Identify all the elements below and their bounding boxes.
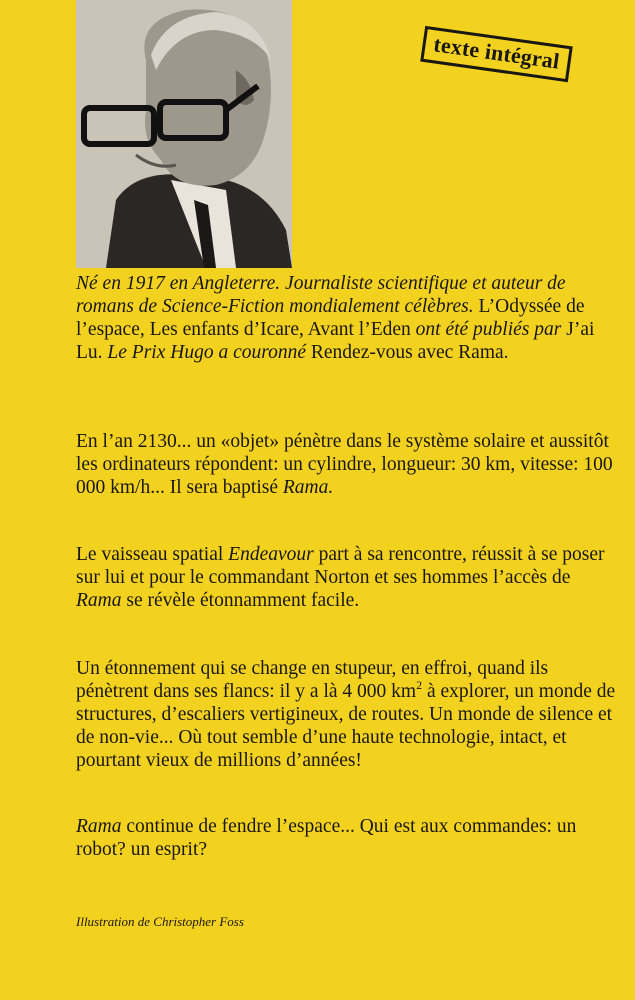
p2-text-e: se révèle étonnamment facile. [126, 590, 360, 611]
synopsis-paragraph-3 [76, 657, 616, 772]
illustration-credit: Illustration de Christopher Foss [76, 914, 244, 929]
p2-rama: Rama [76, 590, 122, 611]
bio-published-by: ont été publiés par [415, 319, 562, 340]
p1-rama: Rama. [282, 477, 334, 498]
bio-publisher: J’ai Lu. [76, 319, 595, 363]
p3-text-b: à explorer, un monde de structures, d’escaliers vertigineux, de routes. Un monde de silence et de non-vie... Où tout semble d’une haute technologie, intact, et pourtant vieux de millions d’années! [76, 681, 616, 771]
texte-integral-stamp [420, 26, 572, 83]
bio-intro: Né en 1917 en Angleterre. Journaliste scientifique et auteur de romans de Science-Fiction mondialement célèbres. [76, 273, 566, 317]
p2-text-a: Le vaisseau spatial [76, 544, 224, 565]
synopsis-paragraph-2 [76, 543, 616, 612]
author-portrait-illustration [76, 0, 292, 268]
author-photo [76, 0, 292, 268]
p4-text: continue de fendre l’espace... Qui est aux commandes: un robot? un esprit? [76, 816, 577, 860]
synopsis-paragraph-1 [76, 430, 616, 499]
bio-titles: L’Odyssée de l’espace, Les enfants d’Icare, Avant l’Eden [76, 296, 585, 340]
bio-award-title: Rendez-vous avec Rama. [310, 342, 509, 363]
p3-superscript: 2 [416, 678, 423, 692]
stamp-label: texte intégral [432, 31, 562, 74]
p4-rama: Rama [76, 816, 122, 837]
p2-text-c: part à sa rencontre, réussit à se poser sur lui et pour le commandant Norton et ses hommes l’accès de [76, 544, 605, 588]
p1-text: En l’an 2130... un «objet» pénètre dans le système solaire et aussitôt les ordinateurs répondent: un cylindre, longueur: 30 km, vitesse: 100 000 km/h... Il sera baptisé [76, 431, 613, 498]
synopsis-paragraph-4 [76, 815, 616, 861]
p2-endeavour: Endeavour [228, 544, 314, 565]
p3-text-a: Un étonnement qui se change en stupeur, en effroi, quand ils pénètrent dans ses flancs: il y a là 4 000 km [76, 658, 549, 702]
author-bio [76, 272, 616, 364]
bio-award: Le Prix Hugo a couronné [107, 342, 307, 363]
